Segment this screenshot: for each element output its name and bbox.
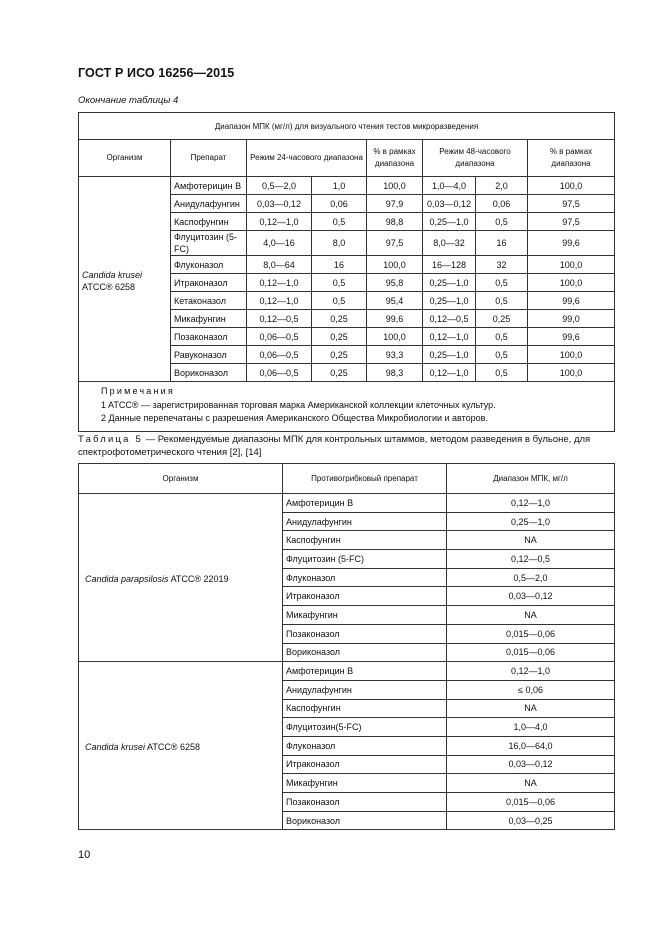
pct48-cell: 99,0: [528, 310, 615, 328]
agent-cell: Амфотерицин В: [283, 494, 447, 513]
drug-cell: Амфотерицин В: [171, 177, 247, 195]
mode24-cell: 0,5: [312, 213, 367, 231]
col-header-mode24: Режим 24-часового диапазона: [247, 140, 367, 177]
drug-cell: Анидулафунгин: [171, 195, 247, 213]
pct24-cell: 99,6: [367, 310, 423, 328]
organism-strain: ATCC® 6258: [82, 281, 135, 292]
pct24-cell: 98,8: [367, 213, 423, 231]
range48-cell: 0,03—0,12: [423, 195, 476, 213]
table5-title-text: — Рекомендуемые диапазоны МПК для контрольных штаммов, методом разведения в бульоне, для спектрофотометрического чтения [2], [14]: [78, 434, 591, 458]
range-cell: NA: [447, 531, 615, 550]
col-header-organism: Организм: [79, 464, 283, 494]
range48-cell: 0,12—1,0: [423, 328, 476, 346]
mode24-cell: 0,25: [312, 328, 367, 346]
range24-cell: 0,12—0,5: [247, 310, 312, 328]
pct48-cell: 99,6: [528, 231, 615, 256]
organism-cell: [79, 177, 171, 382]
agent-cell: Итраконазол: [283, 587, 447, 606]
mode48-cell: 0,06: [476, 195, 528, 213]
pct48-cell: 97,5: [528, 195, 615, 213]
agent-cell: Микафунгин: [283, 606, 447, 625]
table4-super-caption: Диапазон МПК (мг/л) для визуального чтения тестов микроразведения: [79, 113, 615, 140]
range-cell: NA: [447, 774, 615, 793]
pct24-cell: 95,8: [367, 274, 423, 292]
mode48-cell: 0,5: [476, 346, 528, 364]
range-cell: 0,12—1,0: [447, 494, 615, 513]
mode24-cell: 0,25: [312, 310, 367, 328]
mode48-cell: 0,5: [476, 213, 528, 231]
table4: [78, 112, 615, 432]
range24-cell: 0,5—2,0: [247, 177, 312, 195]
drug-cell: Итраконазол: [171, 274, 247, 292]
range-cell: 1,0—4,0: [447, 718, 615, 737]
range-cell: 0,5—2,0: [447, 568, 615, 587]
pct24-cell: 98,3: [367, 364, 423, 382]
range24-cell: 0,06—0,5: [247, 346, 312, 364]
table5: [78, 463, 615, 830]
agent-cell: Анидулафунгин: [283, 512, 447, 531]
agent-cell: Флуцитозин(5-FC): [283, 718, 447, 737]
table5-title: [78, 433, 618, 459]
pct48-cell: 100,0: [528, 177, 615, 195]
table4-notes: [79, 382, 615, 432]
mode24-cell: 0,25: [312, 346, 367, 364]
range48-cell: 0,12—0,5: [423, 310, 476, 328]
organism-name: Candida krusei: [85, 742, 146, 753]
range48-cell: 0,12—1,0: [423, 364, 476, 382]
col-header-mode48: Режим 48-часового диапазона: [423, 140, 528, 177]
agent-cell: Итраконазол: [283, 755, 447, 774]
mode48-cell: 0,25: [476, 310, 528, 328]
agent-cell: Анидулафунгин: [283, 680, 447, 699]
mode24-cell: 1,0: [312, 177, 367, 195]
range48-cell: 16—128: [423, 256, 476, 274]
range48-cell: 0,25—1,0: [423, 292, 476, 310]
drug-cell: Кетаконазол: [171, 292, 247, 310]
pct24-cell: 100,0: [367, 177, 423, 195]
range24-cell: 0,03—0,12: [247, 195, 312, 213]
organism-name: Candida krusei: [82, 269, 143, 280]
range-cell: 0,015—0,06: [447, 643, 615, 662]
range24-cell: 0,12—1,0: [247, 213, 312, 231]
organism-cell: [79, 494, 283, 662]
range-cell: 0,03—0,12: [447, 587, 615, 606]
range-cell: NA: [447, 606, 615, 625]
agent-cell: Флуконазол: [283, 736, 447, 755]
mode24-cell: 0,5: [312, 274, 367, 292]
range-cell: 0,12—0,5: [447, 550, 615, 569]
note-item: 1 ATCC® — зарегистрированная торговая марка Американской коллекции клеточных культур.: [101, 399, 496, 410]
agent-cell: Позаконазол: [283, 793, 447, 812]
range-cell: 0,12—1,0: [447, 662, 615, 681]
pct24-cell: 97,9: [367, 195, 423, 213]
col-header-pct24: % в рамках диапазона: [367, 140, 423, 177]
range-cell: ≤ 0,06: [447, 680, 615, 699]
drug-cell: Микафунгин: [171, 310, 247, 328]
pct48-cell: 100,0: [528, 256, 615, 274]
col-header-range: Диапазон МПК, мг/л: [447, 464, 615, 494]
agent-cell: Позаконазол: [283, 624, 447, 643]
pct24-cell: 95,4: [367, 292, 423, 310]
mode48-cell: 0,5: [476, 328, 528, 346]
table-row: [79, 177, 615, 195]
page-number: 10: [78, 849, 91, 861]
range48-cell: 0,25—1,0: [423, 213, 476, 231]
pct48-cell: 97,5: [528, 213, 615, 231]
drug-cell: Флуцитозин (5-FC): [171, 231, 247, 256]
range48-cell: 0,25—1,0: [423, 274, 476, 292]
organism-strain: ATCC® 22019: [168, 574, 229, 585]
mode48-cell: 32: [476, 256, 528, 274]
range-cell: 16,0—64,0: [447, 736, 615, 755]
pct48-cell: 99,6: [528, 292, 615, 310]
agent-cell: Вориконазол: [283, 643, 447, 662]
drug-cell: Равуконазол: [171, 346, 247, 364]
pct48-cell: 100,0: [528, 346, 615, 364]
organism-strain: ATCC® 6258: [145, 742, 201, 753]
agent-cell: Флуцитозин (5-FC): [283, 550, 447, 569]
table-row: [79, 494, 615, 513]
pct48-cell: 99,6: [528, 328, 615, 346]
agent-cell: Каспофунгин: [283, 531, 447, 550]
drug-cell: Флуконазол: [171, 256, 247, 274]
table5-title-label: Таблица 5: [78, 434, 143, 445]
agent-cell: Флуконазол: [283, 568, 447, 587]
range-cell: NA: [447, 699, 615, 718]
agent-cell: Вориконазол: [283, 811, 447, 830]
agent-cell: Каспофунгин: [283, 699, 447, 718]
mode24-cell: 0,5: [312, 292, 367, 310]
mode24-cell: 8,0: [312, 231, 367, 256]
pct24-cell: 100,0: [367, 328, 423, 346]
range24-cell: 0,06—0,5: [247, 364, 312, 382]
range24-cell: 4,0—16: [247, 231, 312, 256]
mode48-cell: 0,5: [476, 292, 528, 310]
drug-cell: Каспофунгин: [171, 213, 247, 231]
mode48-cell: 16: [476, 231, 528, 256]
range48-cell: 0,25—1,0: [423, 346, 476, 364]
range48-cell: 8,0—32: [423, 231, 476, 256]
range-cell: 0,25—1,0: [447, 512, 615, 531]
range-cell: 0,015—0,06: [447, 624, 615, 643]
range24-cell: 0,12—1,0: [247, 274, 312, 292]
agent-cell: Амфотерицин В: [283, 662, 447, 681]
col-header-agent: Противогрибковый препарат: [283, 464, 447, 494]
table5-body: [79, 494, 615, 830]
mode24-cell: 0,06: [312, 195, 367, 213]
pct24-cell: 97,5: [367, 231, 423, 256]
pct24-cell: 100,0: [367, 256, 423, 274]
mode48-cell: 0,5: [476, 364, 528, 382]
range24-cell: 8,0—64: [247, 256, 312, 274]
range-cell: 0,03—0,25: [447, 811, 615, 830]
agent-cell: Микафунгин: [283, 774, 447, 793]
mode48-cell: 2,0: [476, 177, 528, 195]
organism-cell: [79, 662, 283, 830]
mode48-cell: 0,5: [476, 274, 528, 292]
pct48-cell: 100,0: [528, 364, 615, 382]
pct48-cell: 100,0: [528, 274, 615, 292]
note-item: 2 Данные перепечатаны с разрешения Американского Общества Микробиологии и авторов.: [101, 413, 488, 423]
col-header-pct48: % в рамках диапазона: [528, 140, 615, 177]
drug-cell: Позаконазол: [171, 328, 247, 346]
notes-heading: Примечания: [101, 386, 175, 396]
range48-cell: 1,0—4,0: [423, 177, 476, 195]
standard-id-header: ГОСТ Р ИСО 16256—2015: [78, 66, 235, 80]
range-cell: 0,03—0,12: [447, 755, 615, 774]
drug-cell: Вориконазол: [171, 364, 247, 382]
range-cell: 0,015—0,06: [447, 793, 615, 812]
mode24-cell: 0,25: [312, 364, 367, 382]
table-row: [79, 662, 615, 681]
col-header-drug: Препарат: [171, 140, 247, 177]
range24-cell: 0,06—0,5: [247, 328, 312, 346]
range24-cell: 0,12—1,0: [247, 292, 312, 310]
pct24-cell: 93,3: [367, 346, 423, 364]
organism-name: Candida parapsilosis: [85, 574, 169, 585]
col-header-organism: Организм: [79, 140, 171, 177]
table4-body: [79, 177, 615, 382]
table4-continuation-label: Окончание таблицы 4: [78, 95, 179, 106]
mode24-cell: 16: [312, 256, 367, 274]
